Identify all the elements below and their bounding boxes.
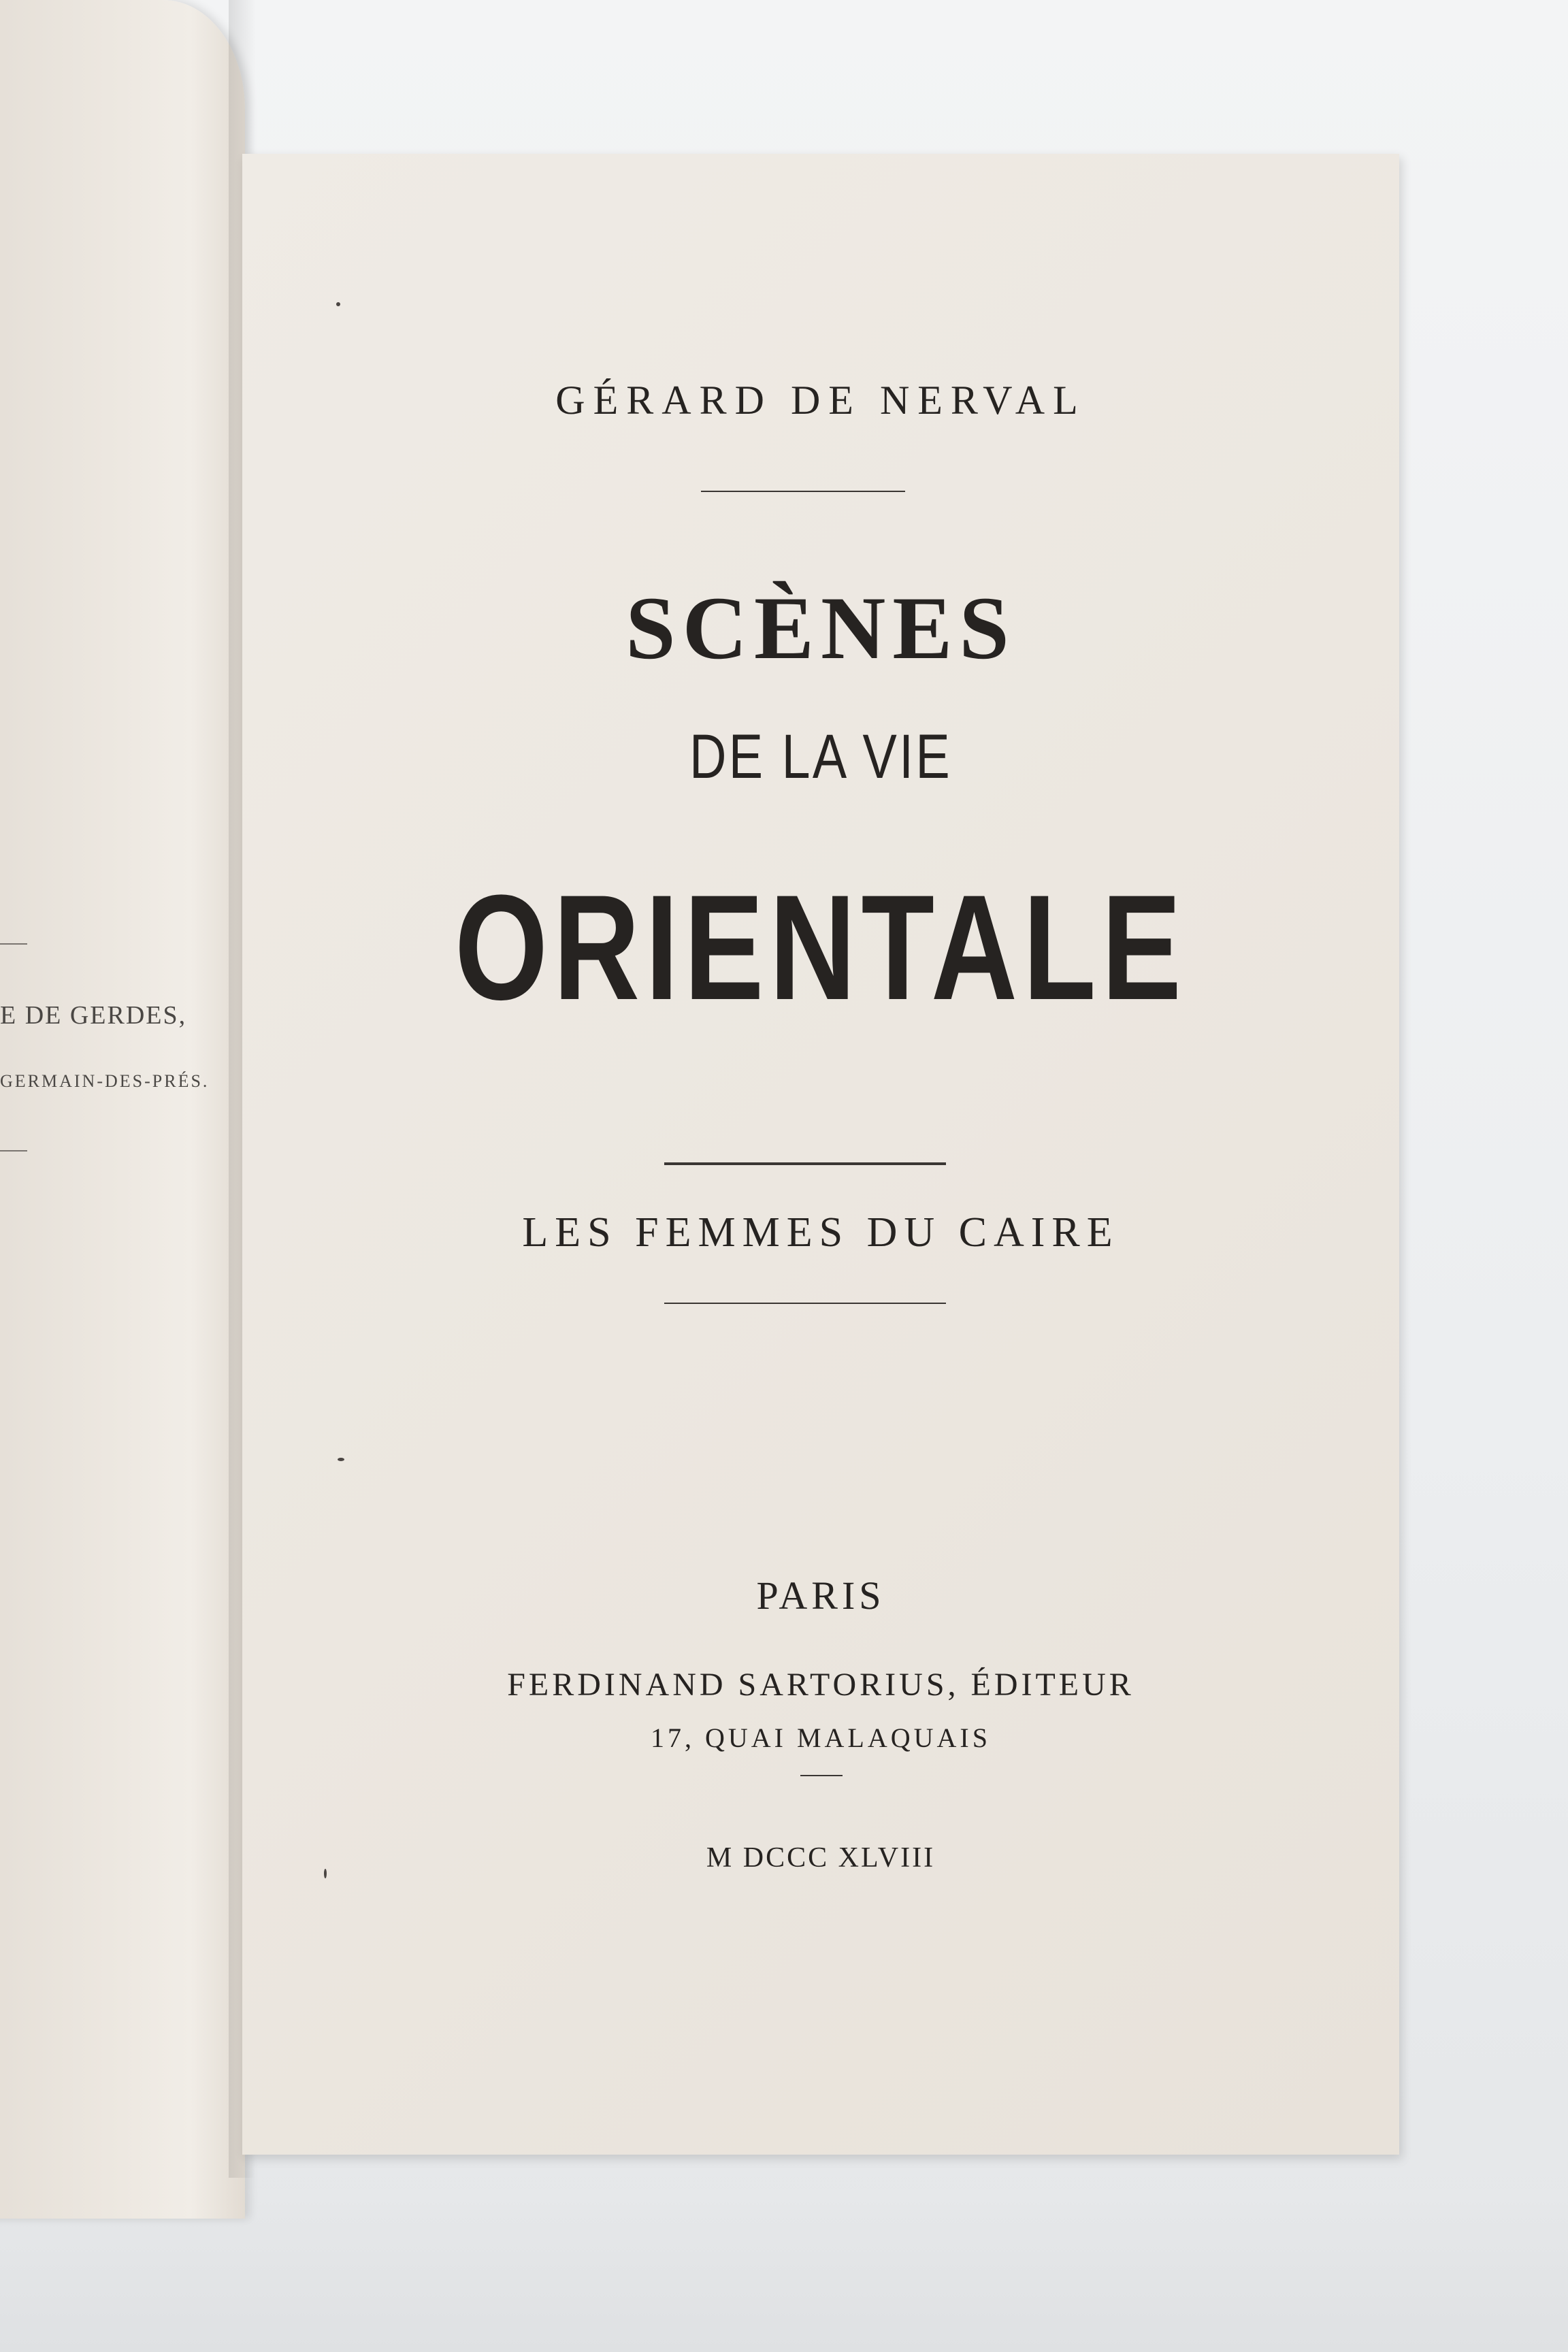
publisher-address: 17, QUAI MALAQUAIS — [651, 1722, 991, 1753]
subtitle-rule-bottom — [664, 1303, 946, 1304]
publication-year: M DCCC XLVIII — [706, 1842, 936, 1874]
foxing-speck — [338, 1458, 344, 1461]
subtitle-rule-top — [664, 1162, 946, 1165]
left-page — [0, 0, 245, 2219]
left-page-rule — [0, 1150, 27, 1152]
left-page-line-1: E DE GERDES, — [0, 1001, 187, 1030]
imprint-rule — [800, 1775, 843, 1776]
foxing-speck — [324, 1869, 327, 1878]
author-name: GÉRARD DE NERVAL — [555, 378, 1086, 423]
foxing-speck — [336, 302, 340, 306]
publisher-name: FERDINAND SARTORIUS, ÉDITEUR — [507, 1667, 1134, 1703]
title-page — [242, 154, 1399, 2155]
imprint-city: PARIS — [756, 1573, 885, 1618]
title-line-3: ORIENTALE — [455, 864, 1187, 1031]
title-line-2: DE LA VIE — [689, 722, 952, 791]
subtitle: LES FEMMES DU CAIRE — [522, 1209, 1120, 1256]
left-page-line-2: GERMAIN-DES-PRÉS. — [0, 1071, 210, 1091]
title-line-1: SCÈNES — [625, 578, 1016, 678]
left-page-rule — [0, 943, 27, 945]
author-rule — [701, 491, 905, 492]
